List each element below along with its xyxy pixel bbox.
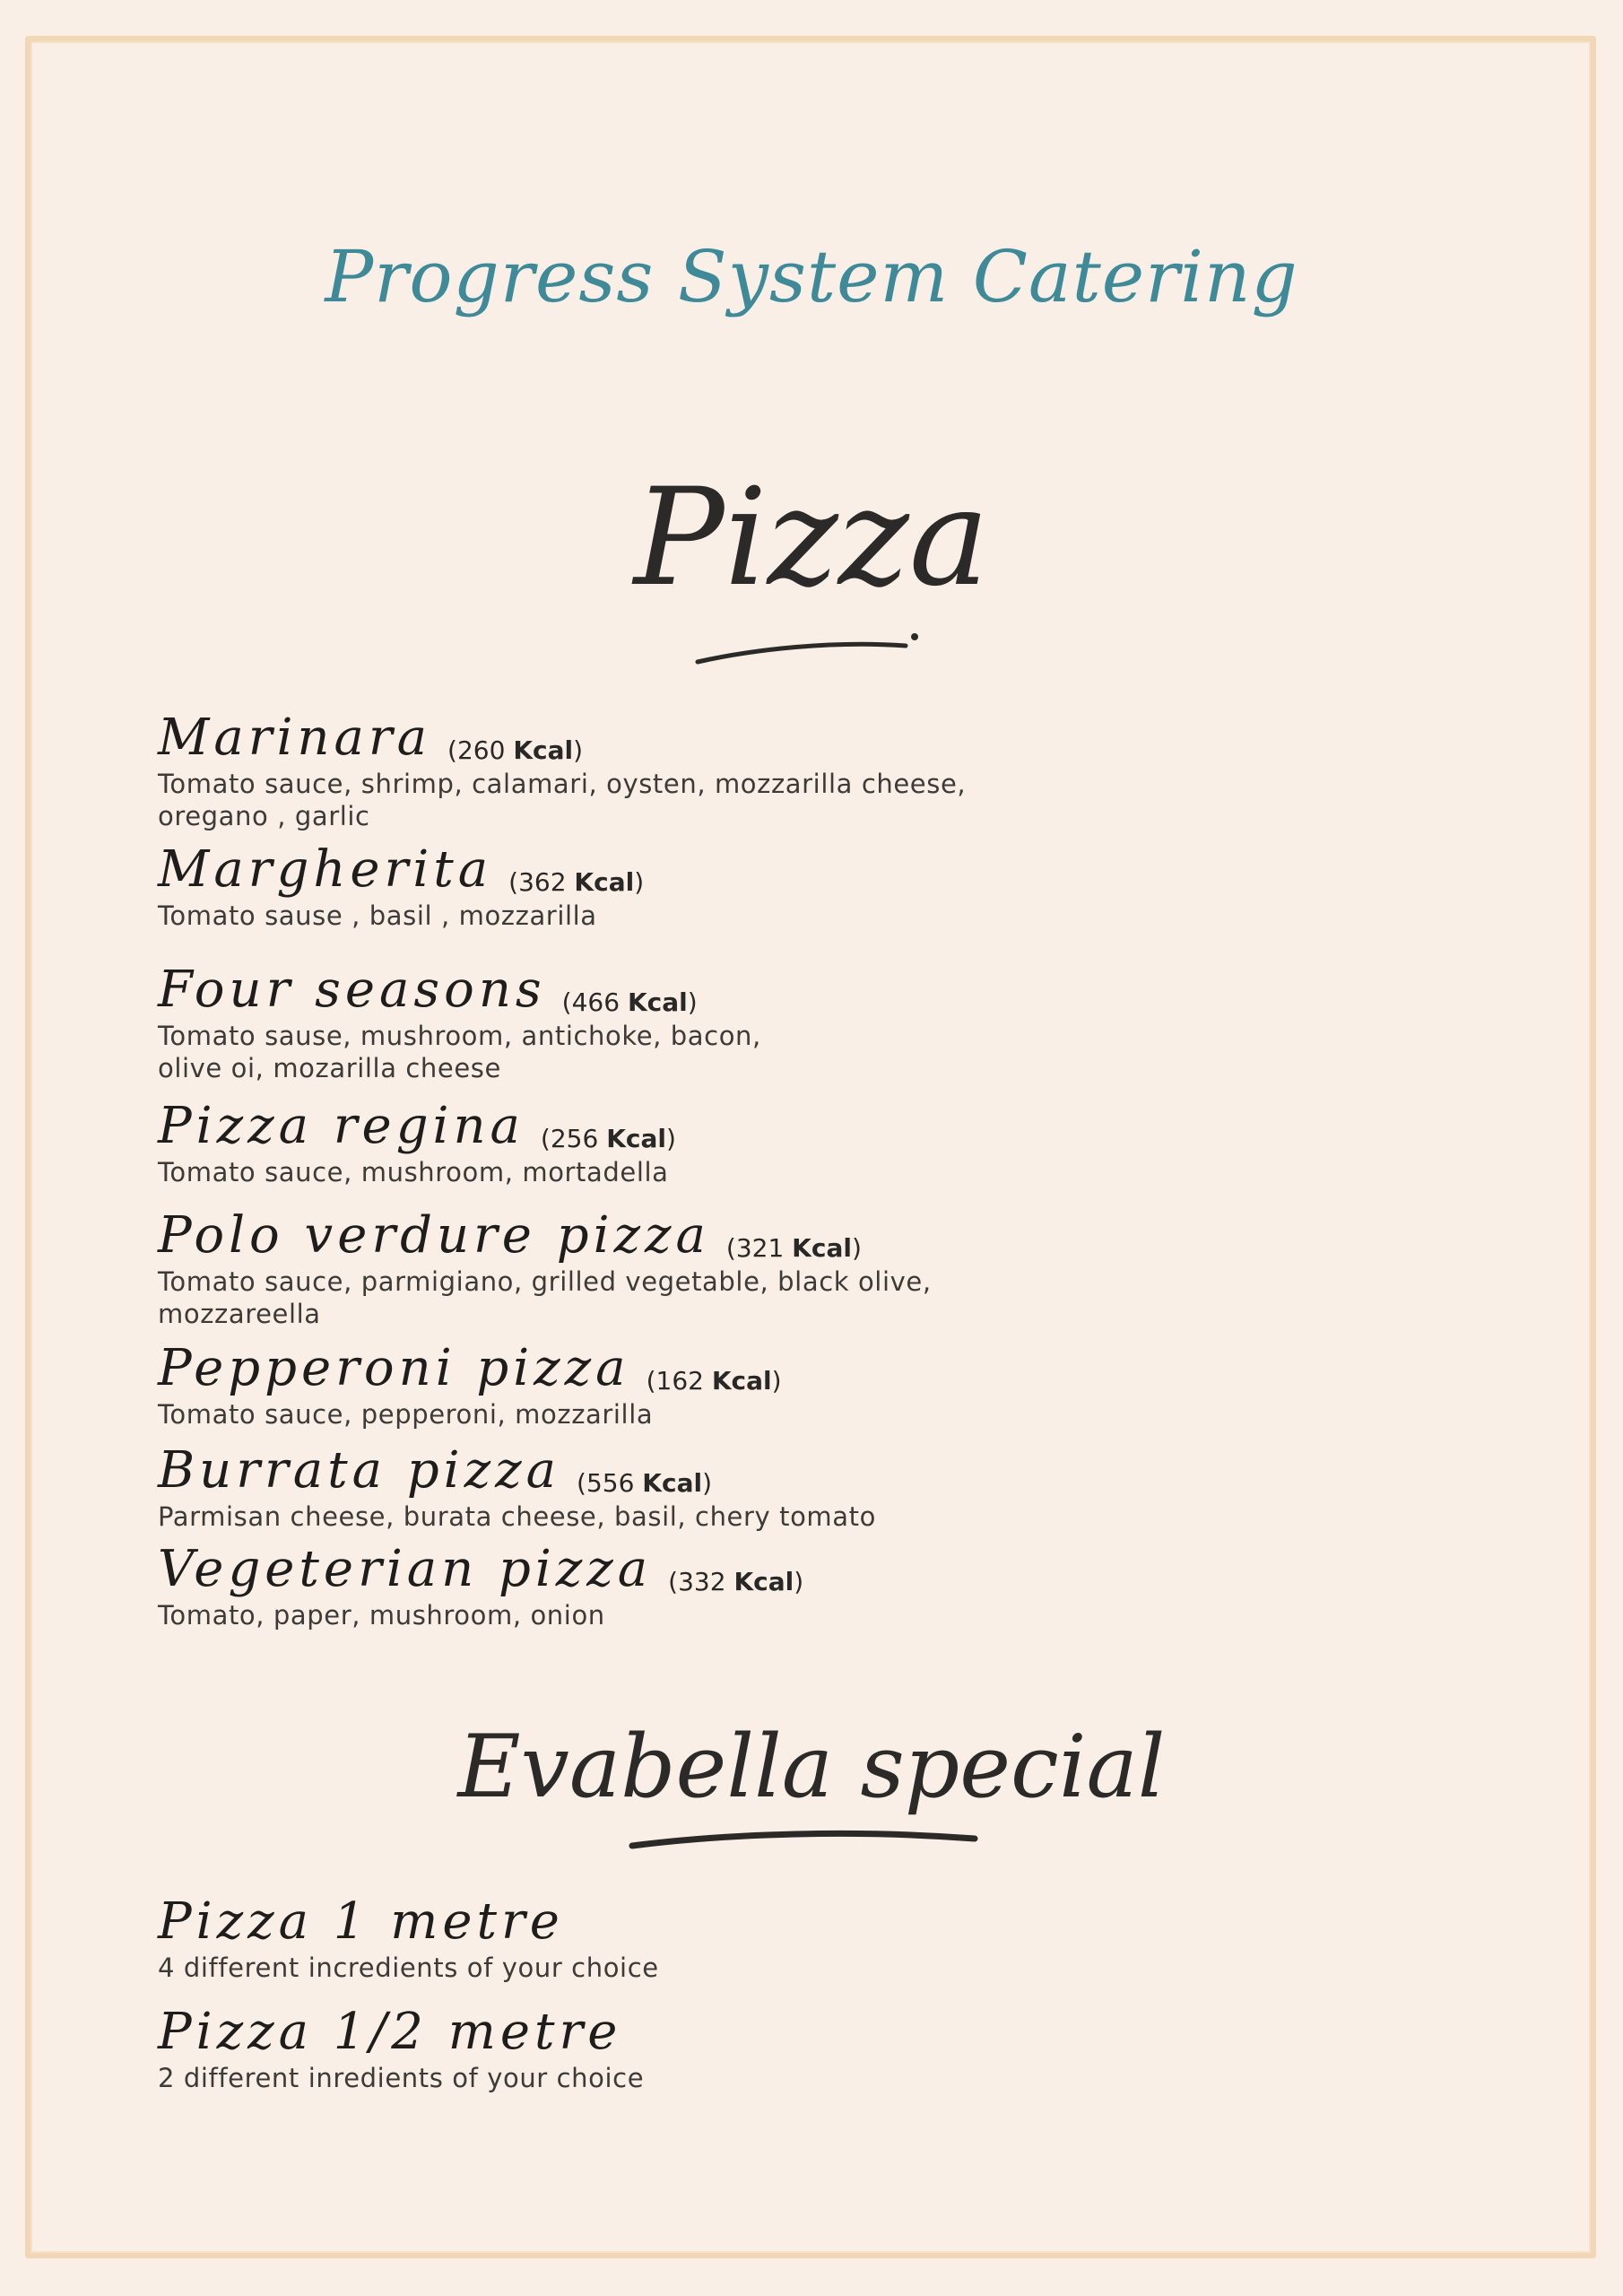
menu-item — [158, 709, 1055, 832]
item-kcal: (332 Kcal) — [668, 1567, 804, 1597]
special-item — [158, 2003, 1055, 2094]
item-description: Tomato sauce, mushroom, mortadella — [158, 1157, 669, 1187]
menu-item — [158, 1206, 1055, 1330]
item-description: Tomato sauce, parmigiano, grilled vegetable, black olive, mozzareella — [158, 1266, 932, 1329]
special-item — [158, 1892, 1055, 1984]
item-name: Burrata pizza — [158, 1441, 560, 1500]
item-description: Parmisan cheese, burata cheese, basil, chery tomato — [158, 1501, 876, 1532]
brand-title: Progress System Catering — [325, 235, 1298, 318]
item-name: Polo verdure pizza — [158, 1206, 710, 1265]
menu-item — [158, 1441, 1055, 1533]
pizza-section-title: Pizza — [633, 460, 990, 616]
item-kcal: (556 Kcal) — [577, 1468, 713, 1499]
item-description: 2 different inredients of your choice — [158, 2063, 645, 2093]
item-name: Pizza regina — [158, 1097, 525, 1155]
menu-item — [158, 840, 1055, 932]
menu-item — [158, 1540, 1055, 1631]
special-title-underline — [623, 1821, 982, 1857]
item-kcal: (362 Kcal) — [508, 867, 645, 898]
item-name: Vegeterian pizza — [158, 1540, 653, 1598]
item-kcal: (321 Kcal) — [725, 1233, 862, 1264]
item-kcal: (162 Kcal) — [646, 1366, 782, 1396]
item-name: Margherita — [158, 840, 493, 899]
item-description: 4 different incredients of your choice — [158, 1952, 659, 1983]
item-name: Marinara — [158, 709, 432, 767]
special-section-title: Evabella special — [457, 1717, 1166, 1817]
menu-item — [158, 961, 803, 1084]
item-name: Four seasons — [158, 961, 546, 1019]
item-name: Pizza 1 metre — [158, 1892, 564, 1951]
item-description: Tomato sauce, shrimp, calamari, oysten, mozzarilla cheese, oregano , garlic — [158, 769, 967, 831]
menu-item — [158, 1097, 1055, 1188]
item-kcal: (256 Kcal) — [540, 1124, 676, 1154]
item-kcal: (466 Kcal) — [561, 987, 698, 1018]
item-description: Tomato sause , basil , mozzarilla — [158, 900, 597, 931]
menu-item — [158, 1339, 1055, 1431]
item-name: Pepperoni pizza — [158, 1339, 630, 1397]
item-description: Tomato sause, mushroom, antichoke, bacon, olive oi, mozarilla cheese — [158, 1021, 761, 1083]
item-kcal: (260 Kcal) — [447, 735, 584, 766]
pizza-title-underline — [690, 628, 933, 673]
item-name: Pizza 1/2 metre — [158, 2003, 622, 2061]
item-description: Tomato, paper, mushroom, onion — [158, 1600, 605, 1631]
item-description: Tomato sauce, pepperoni, mozzarilla — [158, 1399, 654, 1430]
